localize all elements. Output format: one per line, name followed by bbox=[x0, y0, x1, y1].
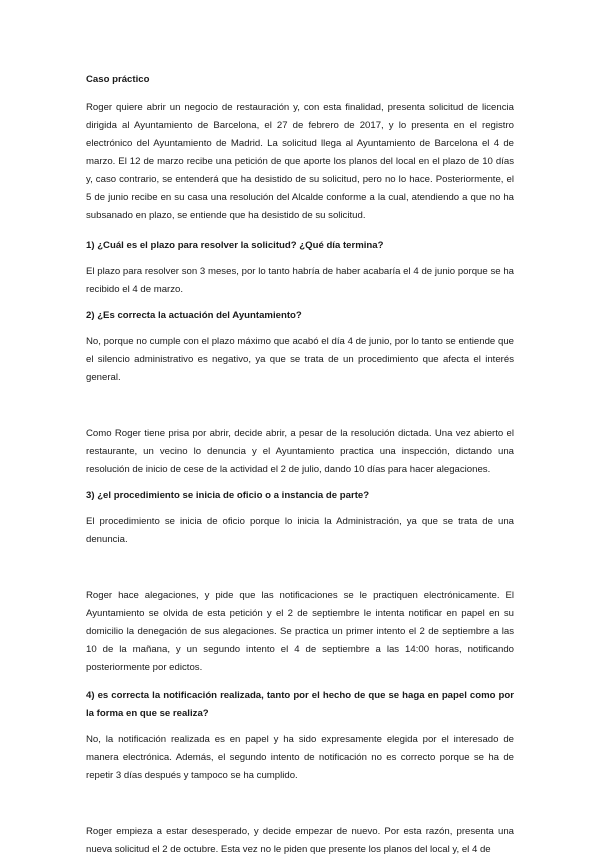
question-1: 1) ¿Cuál es el plazo para resolver la solicitud? ¿Qué día termina? bbox=[86, 240, 384, 251]
question-2: 2) ¿Es correcta la actuación del Ayuntamiento? bbox=[86, 310, 302, 321]
question-4: 4) es correcta la notificación realizada, tanto por el hecho de que se haga en papel como por la forma en que se realiza? bbox=[86, 690, 514, 719]
paragraph-2: Como Roger tiene prisa por abrir, decide abrir, a pesar de la resolución dictada. Una vez abierto el restaurante, un vecino lo denuncia y el Ayuntamiento practica una inspección, dictando una resolución de inicio de cese de la actividad el 2 de julio, dando 10 días para hacer alegaciones. bbox=[86, 428, 514, 475]
answer-2: No, porque no cumple con el plazo máximo que acabó el día 4 de junio, por lo tanto se entiende que el silencio administrativo es negativo, ya que se trata de un procedimiento que afecta el interés general. bbox=[86, 336, 514, 383]
answer-1: El plazo para resolver son 3 meses, por lo tanto habría de haber acabaría el 4 de junio porque se ha recibido el 4 de marzo. bbox=[86, 266, 514, 295]
document-title: Caso práctico bbox=[86, 74, 150, 85]
paragraph-3: Roger hace alegaciones, y pide que las notificaciones se le practiquen electrónicamente. El Ayuntamiento se olvida de esta petición y el 2 de septiembre le intenta notificar en papel en su domicilio la denegación de sus alegaciones. Se practica un primer intento el 2 de septiembre a las 10 de la mañana, y un segundo intento el 4 de septiembre a las 14:00 horas, notificando posteriormente por edictos. bbox=[86, 590, 514, 673]
paragraph-intro: Roger quiere abrir un negocio de restauración y, con esta finalidad, presenta solicitud de licencia dirigida al Ayuntamiento de Barcelona, el 27 de febrero de 2017, y lo presenta en el registro electrónico del Ayuntamiento de Madrid. La solicitud llega al Ayuntamiento de Barcelona el 4 de marzo. El 12 de marzo recibe una petición de que aporte los planos del local en el plazo de 10 días y, caso contrario, se entenderá que ha desistido de su solicitud, pero no lo hace. Posteriormente, el 5 de junio recibe en su casa una resolución del Alcalde conforme a la cual, atendiendo a que no ha subsanado en plazo, se entiende que ha desistido de su solicitud. bbox=[86, 102, 514, 221]
paragraph-4: Roger empieza a estar desesperado, y decide empezar de nuevo. Por esta razón, presenta una nueva solicitud el 2 de octubre. Esta vez no le piden que presente los planos del local y, el 4 de bbox=[86, 826, 514, 855]
question-3: 3) ¿el procedimiento se inicia de oficio o a instancia de parte? bbox=[86, 490, 370, 501]
document-content bbox=[86, 71, 514, 859]
answer-4: No, la notificación realizada es en papel y ha sido expresamente elegida por el interesado de manera electrónica. Además, el segundo intento de notificación no es correcto porque se ha de repetir 3 días después y tampoco se ha cumplido. bbox=[86, 734, 514, 781]
answer-3: El procedimiento se inicia de oficio porque lo inicia la Administración, ya que se trata de una denuncia. bbox=[86, 516, 514, 545]
